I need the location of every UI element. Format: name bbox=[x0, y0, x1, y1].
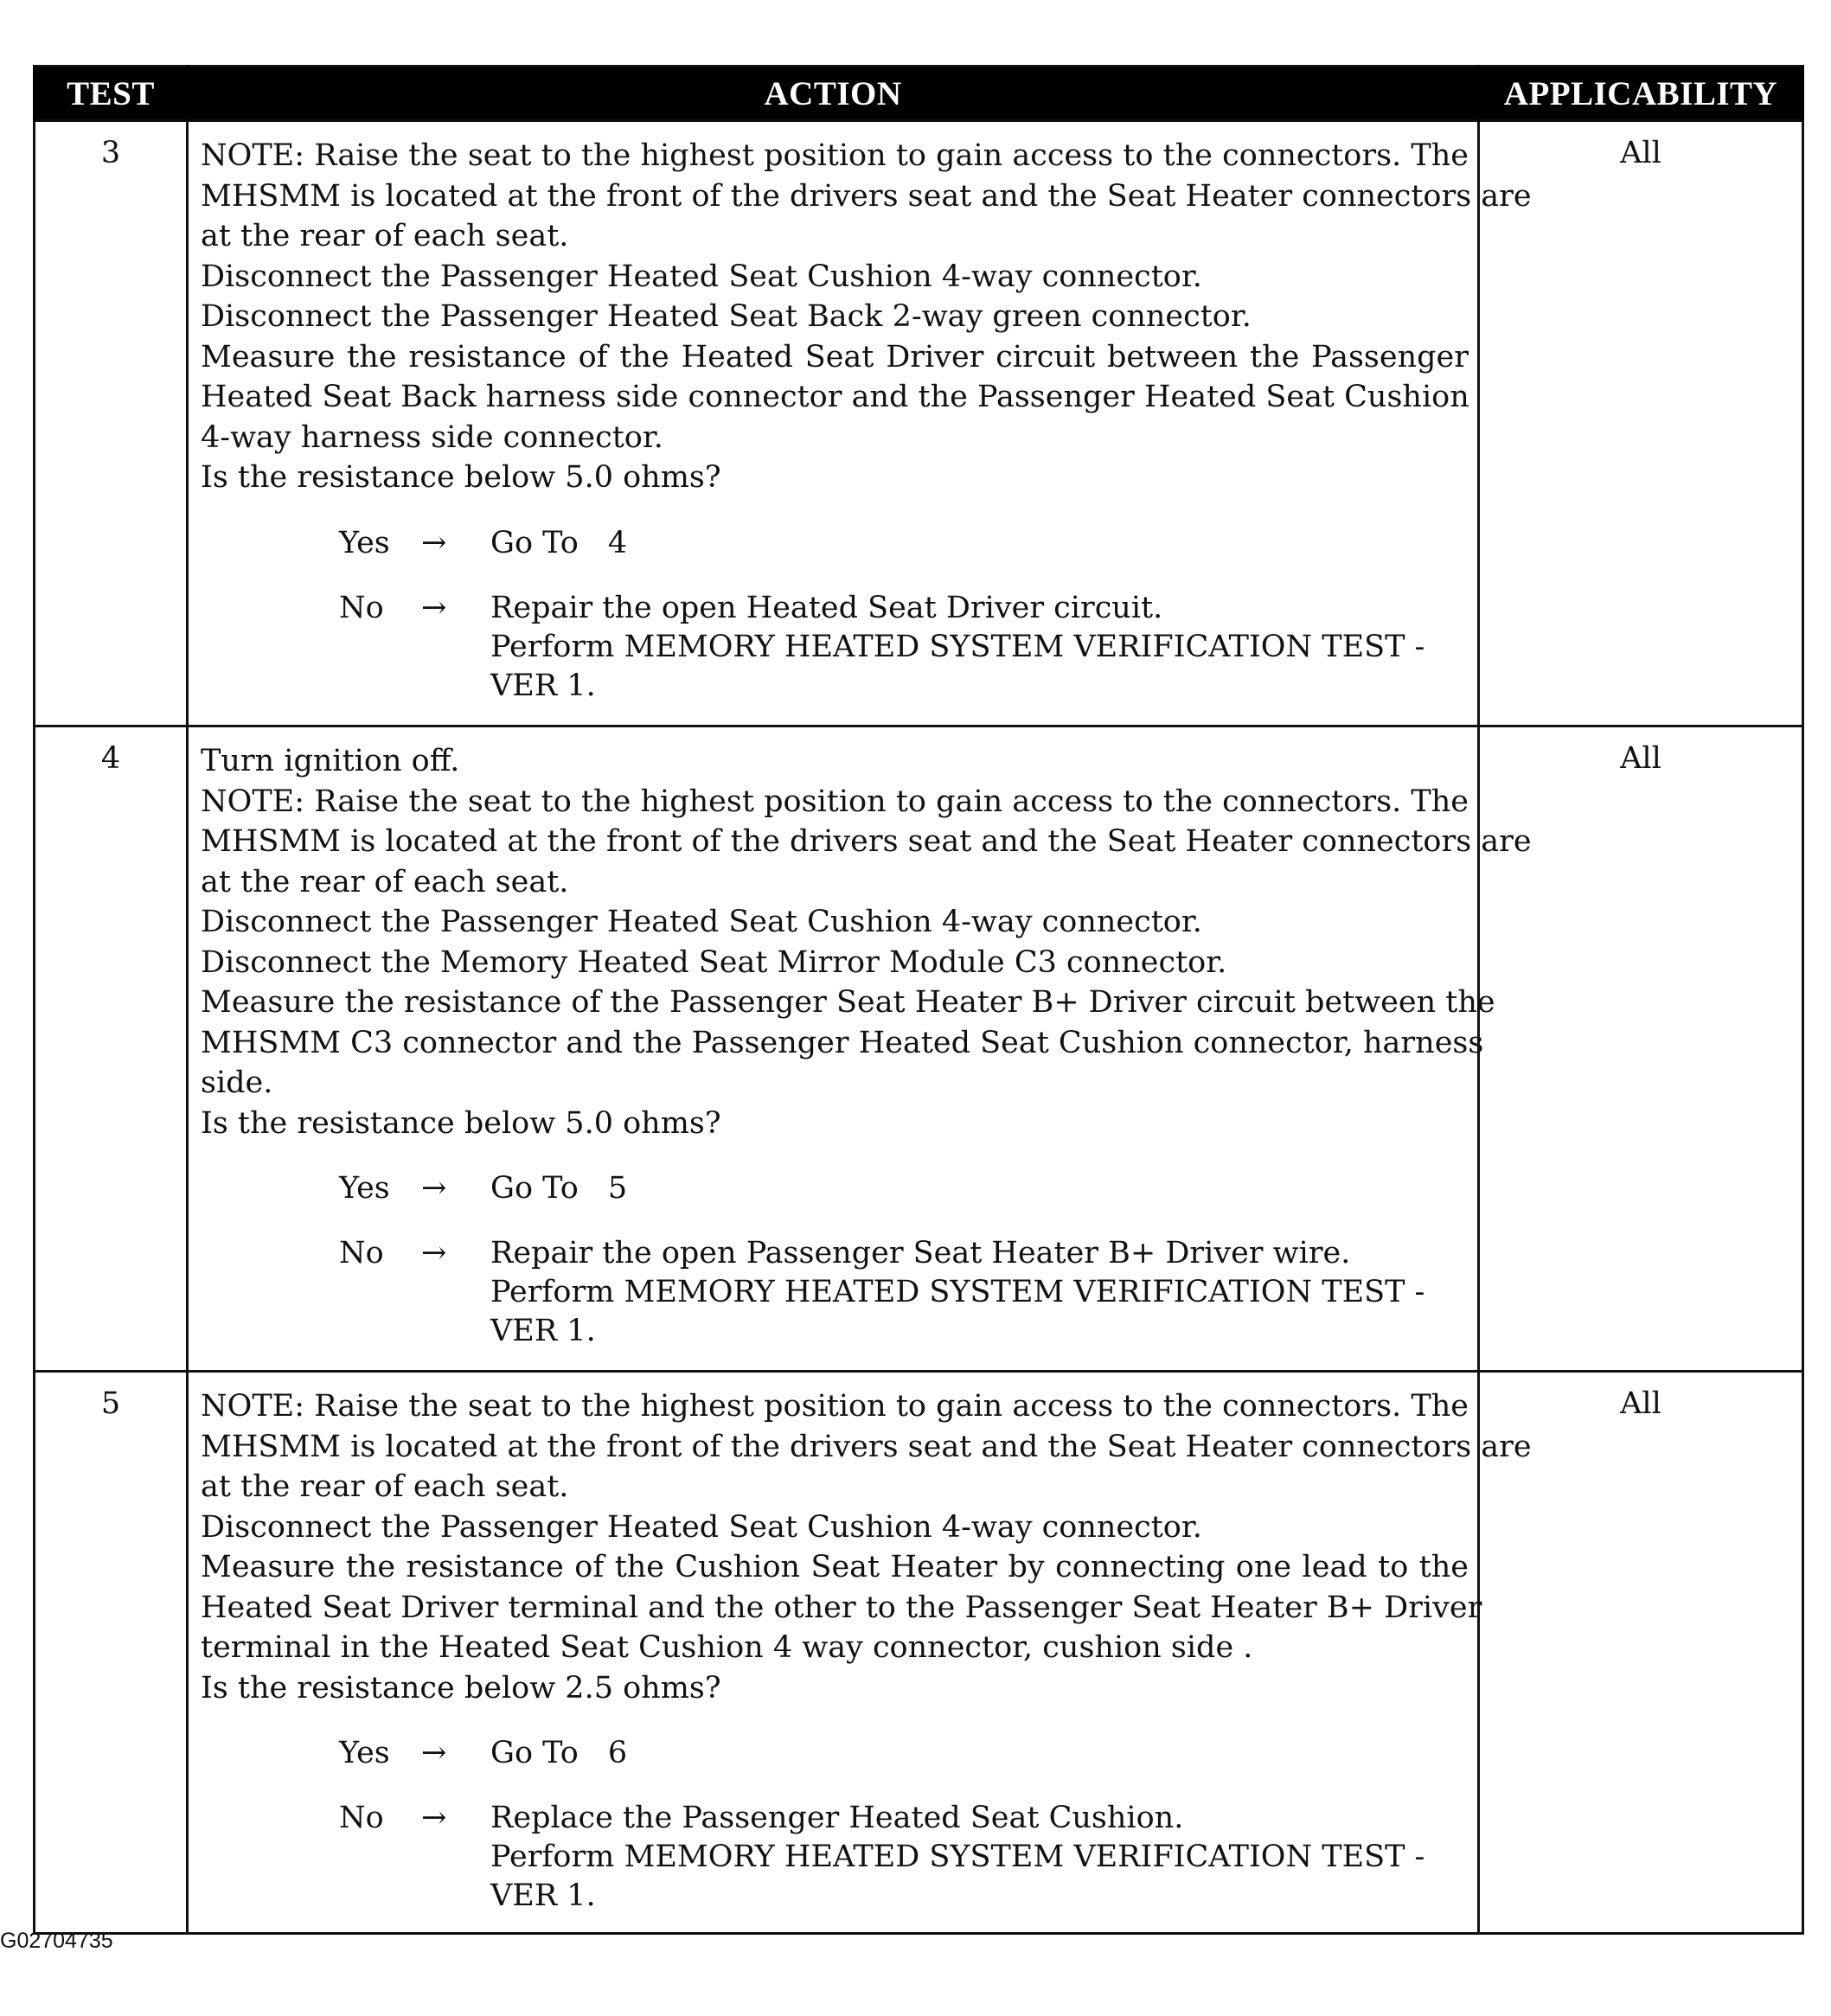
table-row bbox=[35, 121, 1803, 726]
action-line: at the rear of each seat. bbox=[201, 1469, 569, 1504]
test-number: 5 bbox=[35, 1372, 188, 1934]
action-line: NOTE: Raise the seat to the highest position to gain access to the connectors. The bbox=[201, 784, 1469, 819]
yes-label: Yes bbox=[339, 525, 390, 560]
action-line: Is the resistance below 5.0 ohms? bbox=[201, 1105, 721, 1141]
right-arrow-icon: → bbox=[421, 590, 447, 625]
action-line: Disconnect the Passenger Heated Seat Back 2-way green connector. bbox=[201, 299, 1252, 334]
action-line: at the rear of each seat. bbox=[201, 864, 569, 899]
action-line: Measure the resistance of the Passenger Seat Heater B+ Driver circuit between the bbox=[201, 985, 1495, 1020]
right-arrow-icon: → bbox=[421, 1171, 447, 1206]
action-line: Disconnect the Passenger Heated Seat Cushion 4-way connector. bbox=[201, 905, 1202, 939]
action-line: MHSMM C3 connector and the Passenger Heated Seat Cushion connector, harness bbox=[201, 1025, 1484, 1060]
test-number: 3 bbox=[35, 121, 188, 726]
goto-text: Go To bbox=[490, 525, 579, 560]
table-header-row bbox=[35, 67, 1803, 121]
no-action-line: VER 1. bbox=[490, 1878, 596, 1913]
right-arrow-icon: → bbox=[421, 525, 447, 560]
no-branch bbox=[339, 589, 1469, 706]
action-line: NOTE: Raise the seat to the highest position to gain access to the connectors. The bbox=[201, 1389, 1469, 1424]
header-applicability: APPLICABILITY bbox=[1479, 67, 1803, 121]
no-action-line: Perform MEMORY HEATED SYSTEM VERIFICATION TEST - bbox=[490, 1275, 1425, 1309]
action-line: Is the resistance below 5.0 ohms? bbox=[201, 460, 721, 495]
no-label: No bbox=[339, 590, 384, 625]
action-line: MHSMM is located at the front of the drivers seat and the Seat Heater connectors are bbox=[201, 824, 1532, 859]
applicability-cell: All bbox=[1479, 121, 1803, 726]
yes-branch bbox=[339, 1734, 1469, 1773]
action-line: MHSMM is located at the front of the drivers seat and the Seat Heater connectors are bbox=[201, 178, 1532, 214]
yes-branch bbox=[339, 524, 1469, 563]
action-line: Heated Seat Driver terminal and the other to the Passenger Seat Heater B+ Driver bbox=[201, 1590, 1482, 1625]
action-line: Disconnect the Passenger Heated Seat Cushion 4-way connector. bbox=[201, 259, 1202, 294]
header-action: ACTION bbox=[188, 67, 1479, 121]
yes-label: Yes bbox=[339, 1171, 390, 1206]
action-line: at the rear of each seat. bbox=[201, 219, 569, 253]
action-line: 4-way harness side connector. bbox=[201, 419, 663, 455]
action-line: Heated Seat Back harness side connector and the Passenger Heated Seat Cushion bbox=[201, 380, 1469, 414]
goto-link[interactable]: 6 bbox=[607, 1736, 628, 1770]
table-row bbox=[35, 1372, 1803, 1934]
goto-text: Go To bbox=[490, 1736, 579, 1770]
action-line: Disconnect the Memory Heated Seat Mirror Module C3 connector. bbox=[201, 944, 1227, 980]
action-line: terminal in the Heated Seat Cushion 4 way connector, cushion side . bbox=[201, 1630, 1253, 1665]
test-number: 4 bbox=[35, 726, 188, 1372]
table-row bbox=[35, 726, 1803, 1372]
no-action-line: VER 1. bbox=[490, 1314, 596, 1348]
action-line: Measure the resistance of the Cushion Seat Heater by connecting one lead to the bbox=[201, 1550, 1469, 1584]
action-line: NOTE: Raise the seat to the highest position to gain access to the connectors. The bbox=[201, 138, 1469, 173]
action-line: Measure the resistance of the Heated Seat Driver circuit between the Passenger bbox=[201, 339, 1469, 374]
action-cell bbox=[188, 121, 1532, 726]
applicability-cell: All bbox=[1479, 1372, 1803, 1934]
no-action-line: VER 1. bbox=[490, 668, 596, 703]
no-branch bbox=[339, 1799, 1469, 1916]
right-arrow-icon: → bbox=[421, 1236, 447, 1270]
right-arrow-icon: → bbox=[421, 1801, 447, 1835]
applicability-cell: All bbox=[1479, 726, 1803, 1372]
action-line: Is the resistance below 2.5 ohms? bbox=[201, 1670, 721, 1706]
figure-code: G02704735 bbox=[0, 1929, 113, 1953]
action-text bbox=[201, 136, 1532, 498]
yes-branch bbox=[339, 1169, 1469, 1208]
no-label: No bbox=[339, 1801, 384, 1835]
goto-link[interactable]: 4 bbox=[607, 525, 628, 560]
action-text bbox=[201, 1386, 1532, 1708]
no-action-line: Repair the open Heated Seat Driver circuit. bbox=[490, 590, 1163, 625]
goto-text: Go To bbox=[490, 1171, 579, 1206]
action-text bbox=[201, 741, 1532, 1143]
action-line: Disconnect the Passenger Heated Seat Cushion 4-way connector. bbox=[201, 1509, 1202, 1545]
action-line: MHSMM is located at the front of the drivers seat and the Seat Heater connectors are bbox=[201, 1429, 1532, 1464]
header-test: TEST bbox=[35, 67, 188, 121]
no-action-line: Repair the open Passenger Seat Heater B+ Driver wire. bbox=[490, 1236, 1351, 1270]
action-line: side. bbox=[201, 1066, 273, 1100]
action-line: Turn ignition off. bbox=[201, 744, 460, 778]
no-label: No bbox=[339, 1236, 384, 1270]
right-arrow-icon: → bbox=[421, 1736, 447, 1770]
yes-label: Yes bbox=[339, 1736, 390, 1770]
action-cell bbox=[188, 726, 1532, 1372]
diagnostic-test-table bbox=[33, 65, 1804, 1935]
goto-link[interactable]: 5 bbox=[607, 1171, 628, 1206]
action-cell bbox=[188, 1372, 1532, 1934]
no-branch bbox=[339, 1234, 1469, 1351]
no-action-line: Perform MEMORY HEATED SYSTEM VERIFICATION TEST - bbox=[490, 1840, 1425, 1874]
no-action-line: Replace the Passenger Heated Seat Cushion. bbox=[490, 1801, 1184, 1835]
no-action-line: Perform MEMORY HEATED SYSTEM VERIFICATION TEST - bbox=[490, 629, 1425, 664]
